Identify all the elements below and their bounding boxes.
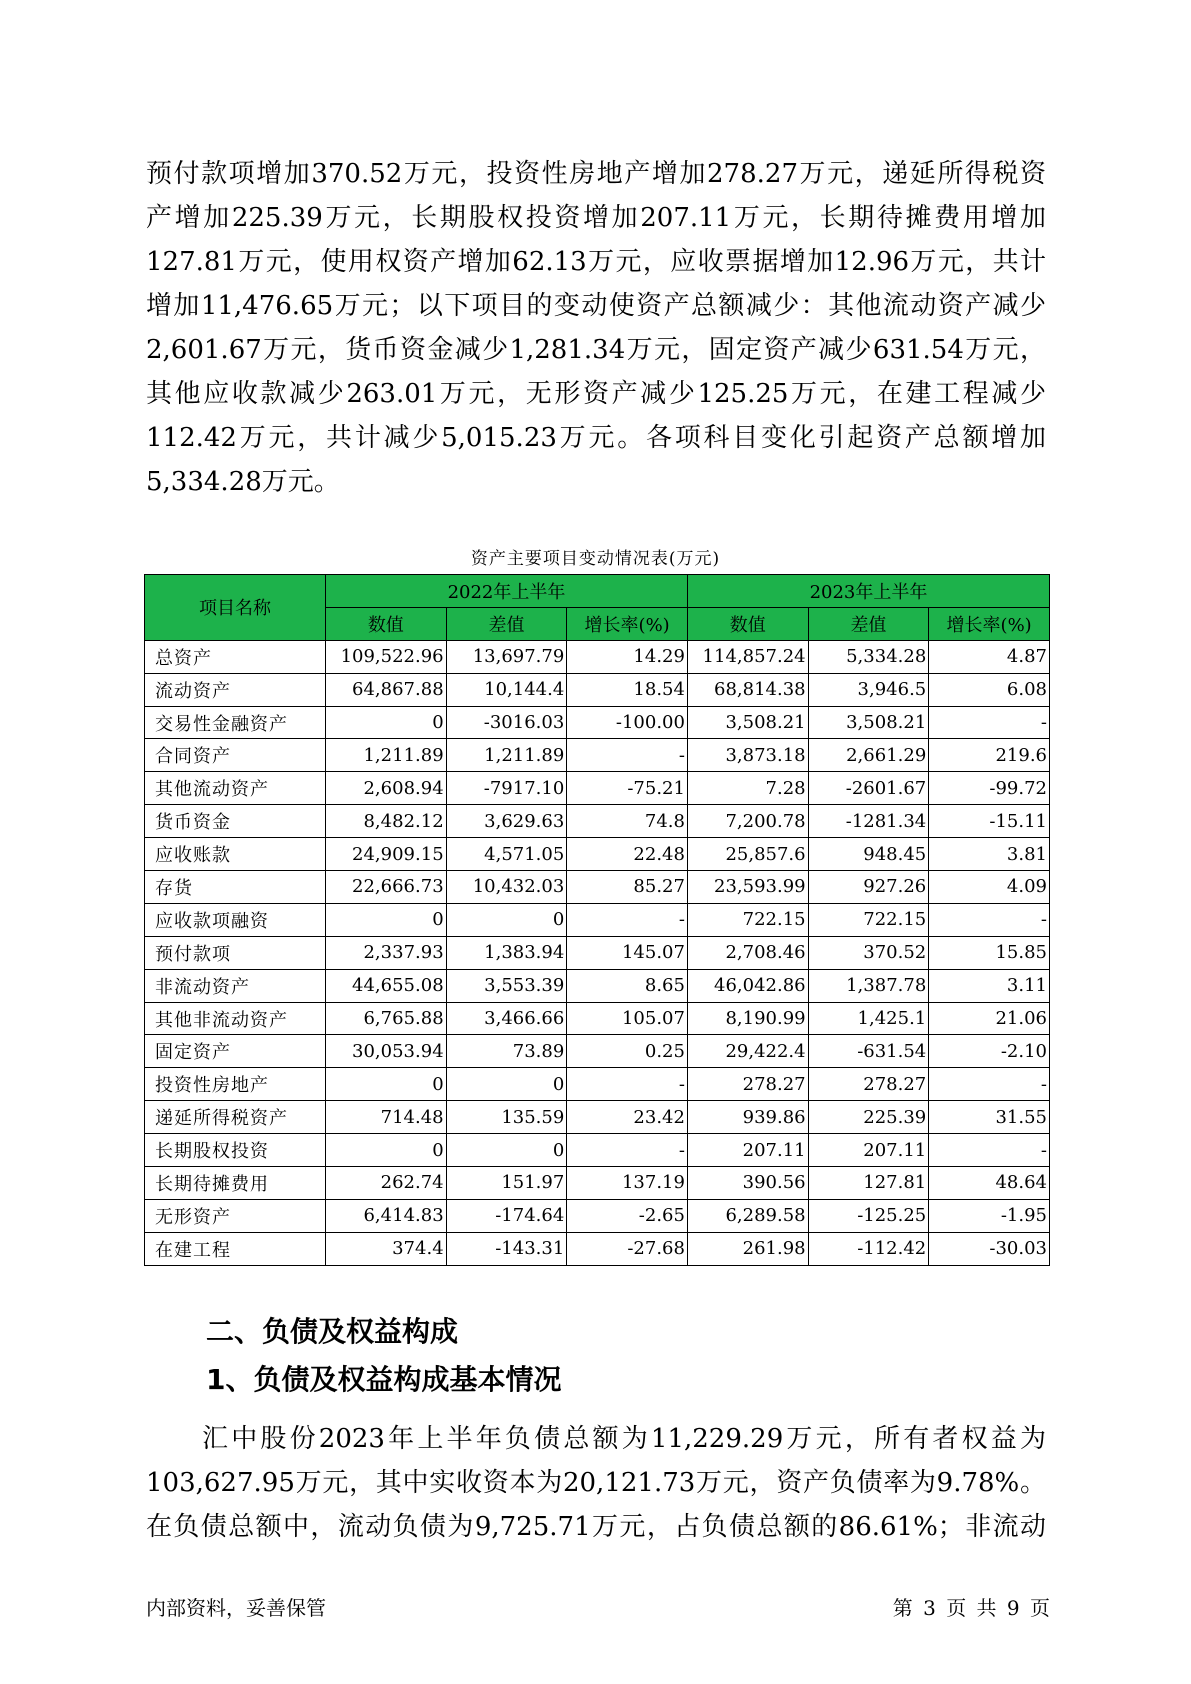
- row-value-cell: -: [567, 903, 688, 936]
- table-row: [145, 739, 1050, 772]
- row-value-cell: 8.65: [567, 969, 688, 1002]
- row-value-cell: 3,553.39: [446, 969, 567, 1002]
- table-row: [145, 1199, 1050, 1232]
- row-value-cell: 114,857.24: [687, 640, 808, 673]
- row-value-cell: 6.08: [929, 673, 1050, 706]
- row-value-cell: 2,661.29: [808, 739, 929, 772]
- row-value-cell: 10,432.03: [446, 871, 567, 904]
- paragraph-line: 5,334.28万元。: [146, 467, 340, 497]
- row-value-cell: -: [567, 739, 688, 772]
- paragraph-line: 产增加225.39万元，长期股权投资增加207.11万元，长期待摊费用增加: [146, 203, 1046, 233]
- row-value-cell: 8,482.12: [325, 805, 446, 838]
- row-value-cell: -99.72: [929, 772, 1050, 805]
- table-row: [145, 903, 1050, 936]
- section-heading: 二、负债及权益构成: [206, 1315, 459, 1348]
- row-value-cell: -100.00: [567, 706, 688, 739]
- footer-page-number: 第 3 页 共 9 页: [892, 1596, 1050, 1620]
- row-value-cell: 135.59: [446, 1101, 567, 1134]
- row-value-cell: 105.07: [567, 1002, 688, 1035]
- row-value-cell: 14.29: [567, 640, 688, 673]
- paragraph-line: 其他应收款减少263.01万元，无形资产减少125.25万元，在建工程减少: [146, 379, 1046, 409]
- row-value-cell: 939.86: [687, 1101, 808, 1134]
- row-value-cell: 207.11: [687, 1134, 808, 1167]
- table-row: [145, 706, 1050, 739]
- table-header-row-1: [145, 575, 1050, 608]
- row-value-cell: 4,571.05: [446, 838, 567, 871]
- row-value-cell: 370.52: [808, 936, 929, 969]
- row-value-cell: 29,422.4: [687, 1035, 808, 1068]
- row-value-cell: 0.25: [567, 1035, 688, 1068]
- paragraph-line: 127.81万元，使用权资产增加62.13万元，应收票据增加12.96万元，共计: [146, 247, 1046, 277]
- row-value-cell: 374.4: [325, 1232, 446, 1265]
- row-item-name: 存货: [145, 871, 326, 904]
- row-value-cell: -75.21: [567, 772, 688, 805]
- row-value-cell: 8,190.99: [687, 1002, 808, 1035]
- header-diff-2022: 差值: [446, 607, 567, 640]
- header-period-2023: 2023年上半年: [687, 575, 1049, 608]
- row-value-cell: 2,337.93: [325, 936, 446, 969]
- row-value-cell: 85.27: [567, 871, 688, 904]
- row-value-cell: -: [567, 1068, 688, 1101]
- paragraph-line: 2,601.67万元，货币资金减少1,281.34万元，固定资产减少631.54万元，: [146, 335, 1046, 365]
- row-value-cell: 46,042.86: [687, 969, 808, 1002]
- table-row: [145, 1134, 1050, 1167]
- row-value-cell: 73.89: [446, 1035, 567, 1068]
- row-value-cell: 722.15: [808, 903, 929, 936]
- row-value-cell: 13,697.79: [446, 640, 567, 673]
- row-value-cell: 3,946.5: [808, 673, 929, 706]
- row-value-cell: 23,593.99: [687, 871, 808, 904]
- row-item-name: 固定资产: [145, 1035, 326, 1068]
- table-row: [145, 1232, 1050, 1265]
- row-value-cell: 3,629.63: [446, 805, 567, 838]
- row-item-name: 其他非流动资产: [145, 1002, 326, 1035]
- row-value-cell: -3016.03: [446, 706, 567, 739]
- row-value-cell: 7.28: [687, 772, 808, 805]
- row-value-cell: 68,814.38: [687, 673, 808, 706]
- row-value-cell: -143.31: [446, 1232, 567, 1265]
- table-row: [145, 1002, 1050, 1035]
- assets-change-paragraph: [146, 152, 1046, 504]
- row-value-cell: 1,387.78: [808, 969, 929, 1002]
- liabilities-paragraph: [146, 1417, 1046, 1549]
- row-value-cell: -1.95: [929, 1199, 1050, 1232]
- row-value-cell: 1,211.89: [446, 739, 567, 772]
- row-value-cell: 722.15: [687, 903, 808, 936]
- row-value-cell: 137.19: [567, 1167, 688, 1200]
- row-item-name: 交易性金融资产: [145, 706, 326, 739]
- row-item-name: 合同资产: [145, 739, 326, 772]
- row-value-cell: 151.97: [446, 1167, 567, 1200]
- header-value-2022: 数值: [325, 607, 446, 640]
- row-value-cell: 3,873.18: [687, 739, 808, 772]
- row-value-cell: 10,144.4: [446, 673, 567, 706]
- row-value-cell: -631.54: [808, 1035, 929, 1068]
- row-value-cell: 18.54: [567, 673, 688, 706]
- row-value-cell: 15.85: [929, 936, 1050, 969]
- row-value-cell: 127.81: [808, 1167, 929, 1200]
- header-growth-2023: 增长率(%): [929, 607, 1050, 640]
- row-value-cell: 1,425.1: [808, 1002, 929, 1035]
- row-value-cell: 207.11: [808, 1134, 929, 1167]
- paragraph-line: 汇中股份2023年上半年负债总额为11,229.29万元，所有者权益为: [202, 1424, 1046, 1454]
- table-row: [145, 1035, 1050, 1068]
- row-value-cell: -125.25: [808, 1199, 929, 1232]
- row-value-cell: -: [567, 1134, 688, 1167]
- row-value-cell: -: [929, 1134, 1050, 1167]
- row-value-cell: -174.64: [446, 1199, 567, 1232]
- row-value-cell: 225.39: [808, 1101, 929, 1134]
- subsection-heading: 1、负债及权益构成基本情况: [206, 1363, 562, 1396]
- row-value-cell: -30.03: [929, 1232, 1050, 1265]
- table-row: [145, 969, 1050, 1002]
- row-value-cell: 3,508.21: [687, 706, 808, 739]
- row-value-cell: 5,334.28: [808, 640, 929, 673]
- row-value-cell: 1,211.89: [325, 739, 446, 772]
- table-row: [145, 1167, 1050, 1200]
- row-value-cell: 22,666.73: [325, 871, 446, 904]
- row-value-cell: 0: [325, 706, 446, 739]
- row-value-cell: 262.74: [325, 1167, 446, 1200]
- row-value-cell: -27.68: [567, 1232, 688, 1265]
- row-value-cell: 74.8: [567, 805, 688, 838]
- row-value-cell: 3,466.66: [446, 1002, 567, 1035]
- row-value-cell: -2.65: [567, 1199, 688, 1232]
- row-value-cell: 3.11: [929, 969, 1050, 1002]
- row-item-name: 无形资产: [145, 1199, 326, 1232]
- row-value-cell: 278.27: [808, 1068, 929, 1101]
- row-value-cell: -112.42: [808, 1232, 929, 1265]
- row-value-cell: 0: [325, 903, 446, 936]
- row-value-cell: 2,708.46: [687, 936, 808, 969]
- assets-change-table: [144, 574, 1050, 1266]
- header-value-2023: 数值: [687, 607, 808, 640]
- paragraph-line: 103,627.95万元，其中实收资本为20,121.73万元，资产负债率为9.78%。: [146, 1468, 1046, 1498]
- row-item-name: 应收款项融资: [145, 903, 326, 936]
- row-value-cell: 0: [325, 1134, 446, 1167]
- row-value-cell: -: [929, 903, 1050, 936]
- row-value-cell: -2601.67: [808, 772, 929, 805]
- table-row: [145, 838, 1050, 871]
- row-item-name: 其他流动资产: [145, 772, 326, 805]
- row-value-cell: 109,522.96: [325, 640, 446, 673]
- row-value-cell: 3,508.21: [808, 706, 929, 739]
- paragraph-line: 增加11,476.65万元；以下项目的变动使资产总额减少：其他流动资产减少: [146, 291, 1046, 321]
- footer-confidential-note: 内部资料，妥善保管: [146, 1596, 326, 1620]
- row-item-name: 流动资产: [145, 673, 326, 706]
- header-growth-2022: 增长率(%): [567, 607, 688, 640]
- table-row: [145, 1101, 1050, 1134]
- row-value-cell: -2.10: [929, 1035, 1050, 1068]
- table-row: [145, 1068, 1050, 1101]
- row-value-cell: 7,200.78: [687, 805, 808, 838]
- row-item-name: 长期待摊费用: [145, 1167, 326, 1200]
- paragraph-line: 在负债总额中，流动负债为9,725.71万元，占负债总额的86.61%；非流动: [146, 1512, 1046, 1542]
- table-row: [145, 772, 1050, 805]
- row-value-cell: 390.56: [687, 1167, 808, 1200]
- header-period-2022: 2022年上半年: [325, 575, 687, 608]
- row-value-cell: 0: [446, 1068, 567, 1101]
- row-item-name: 递延所得税资产: [145, 1101, 326, 1134]
- row-value-cell: 44,655.08: [325, 969, 446, 1002]
- row-value-cell: -15.11: [929, 805, 1050, 838]
- row-value-cell: 948.45: [808, 838, 929, 871]
- row-item-name: 非流动资产: [145, 969, 326, 1002]
- table-row: [145, 673, 1050, 706]
- row-item-name: 在建工程: [145, 1232, 326, 1265]
- row-value-cell: 0: [446, 1134, 567, 1167]
- row-value-cell: 0: [446, 903, 567, 936]
- row-value-cell: 145.07: [567, 936, 688, 969]
- table-caption: 资产主要项目变动情况表(万元): [470, 549, 721, 569]
- row-value-cell: 714.48: [325, 1101, 446, 1134]
- row-value-cell: 24,909.15: [325, 838, 446, 871]
- paragraph-line: 112.42万元，共计减少5,015.23万元。各项科目变化引起资产总额增加: [146, 423, 1046, 453]
- row-value-cell: 22.48: [567, 838, 688, 871]
- header-item-name: 项目名称: [145, 575, 326, 641]
- row-value-cell: 23.42: [567, 1101, 688, 1134]
- row-value-cell: 25,857.6: [687, 838, 808, 871]
- table-row: [145, 640, 1050, 673]
- row-item-name: 货币资金: [145, 805, 326, 838]
- row-value-cell: 261.98: [687, 1232, 808, 1265]
- row-value-cell: 219.6: [929, 739, 1050, 772]
- row-value-cell: 21.06: [929, 1002, 1050, 1035]
- row-value-cell: -1281.34: [808, 805, 929, 838]
- row-value-cell: 48.64: [929, 1167, 1050, 1200]
- row-value-cell: 6,289.58: [687, 1199, 808, 1232]
- row-value-cell: 2,608.94: [325, 772, 446, 805]
- row-value-cell: 31.55: [929, 1101, 1050, 1134]
- row-value-cell: 1,383.94: [446, 936, 567, 969]
- row-value-cell: 3.81: [929, 838, 1050, 871]
- header-diff-2023: 差值: [808, 607, 929, 640]
- row-value-cell: 4.87: [929, 640, 1050, 673]
- row-item-name: 总资产: [145, 640, 326, 673]
- row-item-name: 投资性房地产: [145, 1068, 326, 1101]
- table-row: [145, 871, 1050, 904]
- row-value-cell: 278.27: [687, 1068, 808, 1101]
- row-value-cell: 0: [325, 1068, 446, 1101]
- row-value-cell: 30,053.94: [325, 1035, 446, 1068]
- row-value-cell: 4.09: [929, 871, 1050, 904]
- row-item-name: 应收账款: [145, 838, 326, 871]
- paragraph-line: 预付款项增加370.52万元，投资性房地产增加278.27万元，递延所得税资: [146, 159, 1046, 189]
- table-row: [145, 936, 1050, 969]
- table-row: [145, 805, 1050, 838]
- row-item-name: 长期股权投资: [145, 1134, 326, 1167]
- row-value-cell: -7917.10: [446, 772, 567, 805]
- row-value-cell: -: [929, 1068, 1050, 1101]
- row-value-cell: 927.26: [808, 871, 929, 904]
- row-value-cell: 64,867.88: [325, 673, 446, 706]
- row-value-cell: -: [929, 706, 1050, 739]
- row-value-cell: 6,414.83: [325, 1199, 446, 1232]
- row-item-name: 预付款项: [145, 936, 326, 969]
- row-value-cell: 6,765.88: [325, 1002, 446, 1035]
